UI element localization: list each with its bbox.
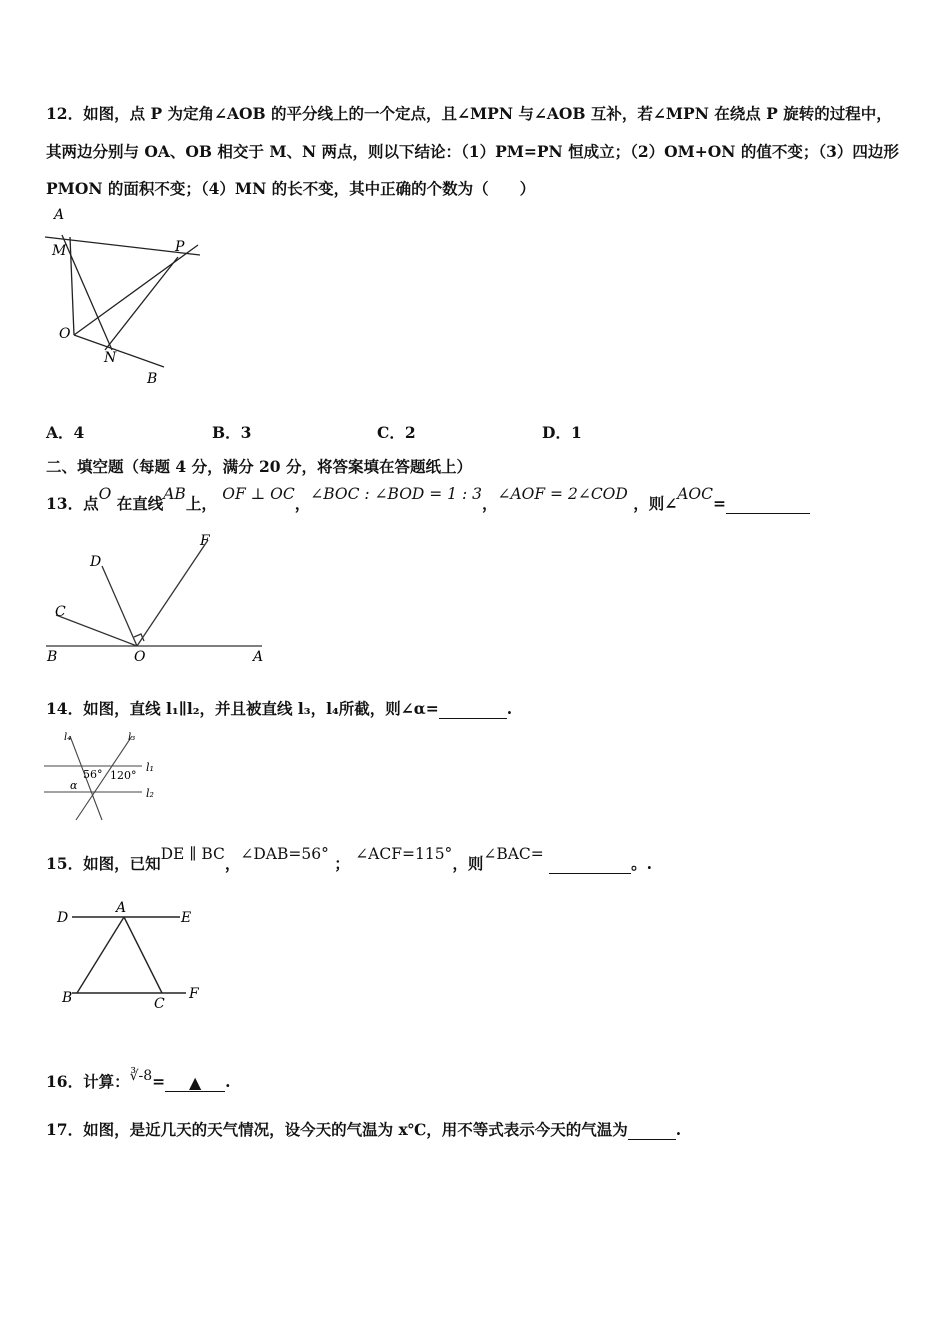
label-b: B	[47, 649, 58, 665]
ray-ob	[74, 335, 164, 367]
q14-answer-blank	[439, 702, 507, 719]
label-p: P	[175, 239, 185, 255]
q13-text-5: ，	[481, 494, 498, 513]
q16-cube-root: ∛-8	[129, 1068, 153, 1084]
q16-end: .	[225, 1072, 231, 1091]
label-a: A	[54, 207, 65, 223]
label-l4: l₄	[64, 732, 72, 743]
q15-math-parallel: DE ∥ BC	[160, 845, 225, 863]
q13-answer-blank	[726, 497, 810, 514]
label-b: B	[62, 990, 73, 1006]
segment-ab	[77, 917, 124, 993]
option-d: D．1	[542, 423, 582, 442]
segment-ac	[124, 917, 162, 993]
q16-answer-mark: ▲	[165, 1075, 225, 1092]
q17-line	[46, 1118, 681, 1140]
q17-end: .	[675, 1120, 682, 1139]
q13-text-1: 13．点	[46, 494, 99, 513]
q12-figure	[42, 205, 212, 390]
label-a: A	[116, 900, 127, 916]
q15-answer-blank	[549, 857, 631, 874]
q13-text-3: 上，	[185, 494, 217, 513]
q13-text-4: ，	[294, 494, 311, 513]
q13-text-2: 在直线	[116, 494, 164, 513]
q13-math-ab: AB	[163, 485, 186, 503]
q15-text-4: ，则	[452, 854, 484, 873]
q14-text: 14．如图，直线 l₁∥l₂，并且被直线 l₃，l₄所截，则∠α=	[46, 699, 439, 718]
q13-math-aoc: AOC	[677, 485, 713, 503]
right-angle-mark	[134, 634, 144, 641]
q12-line-3: PMON 的面积不变；（4）MN 的长不变，其中正确的个数为（ ）	[46, 179, 536, 198]
section-2-heading: 二、填空题（每题 4 分，满分 20 分，将答案填在答题纸上）	[46, 457, 472, 476]
q12-line-1: 12．如图，点 P 为定角∠AOB 的平分线上的一个定点，且∠MPN 与∠AOB 互补，若∠MPN 在绕点 P 旋转的过程中，	[46, 104, 892, 123]
label-o: O	[134, 649, 146, 665]
option-a: A．4	[46, 423, 85, 442]
q16-line	[46, 1070, 231, 1092]
label-f: F	[200, 533, 210, 549]
ray-of	[137, 540, 208, 646]
q16-text: 16．计算：	[46, 1072, 130, 1091]
label-m: M	[52, 243, 67, 259]
q15-line	[46, 845, 653, 874]
q17-text: 17．如图，是近几天的天气情况，设今天的气温为 x℃，用不等式表示今天的气温为	[46, 1120, 628, 1139]
q14-line	[46, 697, 512, 719]
q13-math-aof: ∠AOF = 2∠COD	[497, 485, 628, 503]
q13-math-o: O	[98, 485, 112, 503]
line-pn	[105, 257, 178, 350]
label-120: 120°	[110, 769, 137, 782]
q14-figure	[42, 726, 172, 824]
label-a: A	[253, 649, 264, 665]
option-c: C．2	[377, 423, 416, 442]
label-o: O	[59, 326, 71, 342]
label-d: D	[90, 554, 102, 570]
q14-end: .	[506, 699, 513, 718]
label-n: N	[104, 350, 117, 366]
q15-text-2: ，	[224, 854, 241, 873]
label-e: E	[181, 910, 192, 926]
q13-math-perp: OF ⊥ OC	[222, 485, 295, 503]
label-l1: l₁	[146, 761, 154, 774]
q13-line	[46, 485, 810, 514]
label-l3: l₃	[128, 732, 136, 743]
q15-end: 。.	[631, 854, 653, 873]
label-l2: l₂	[146, 787, 154, 800]
label-d: D	[57, 910, 69, 926]
q15-text-3: ；	[334, 854, 350, 873]
label-c: C	[154, 996, 165, 1012]
option-b: B．3	[212, 423, 252, 442]
q15-math-bac: ∠BAC=	[483, 845, 544, 863]
q13-text-7: =	[712, 494, 726, 513]
q13-text-6: ，则∠	[633, 494, 678, 513]
label-b: B	[147, 371, 158, 387]
ray-oa	[70, 237, 74, 335]
line-op	[74, 245, 198, 335]
q15-figure	[52, 898, 212, 1016]
q16-equals: =	[152, 1072, 166, 1091]
q13-math-ratio: ∠BOC : ∠BOD = 1 : 3	[310, 485, 482, 503]
q15-math-dab: ∠DAB=56°	[240, 845, 329, 863]
q15-math-acf: ∠ACF=115°	[355, 845, 453, 863]
q12-line-2: 其两边分别与 OA、OB 相交于 M、N 两点，则以下结论：（1）PM=PN 恒成立；（2）OM+ON 的值不变；（3）四边形	[46, 142, 899, 161]
label-f: F	[189, 986, 199, 1002]
label-alpha: α	[70, 779, 78, 792]
q15-text-1: 15．如图，已知	[46, 854, 161, 873]
q17-answer-blank	[628, 1123, 676, 1140]
label-56: 56°	[83, 768, 103, 781]
q13-figure	[42, 528, 272, 668]
label-c: C	[55, 604, 66, 620]
